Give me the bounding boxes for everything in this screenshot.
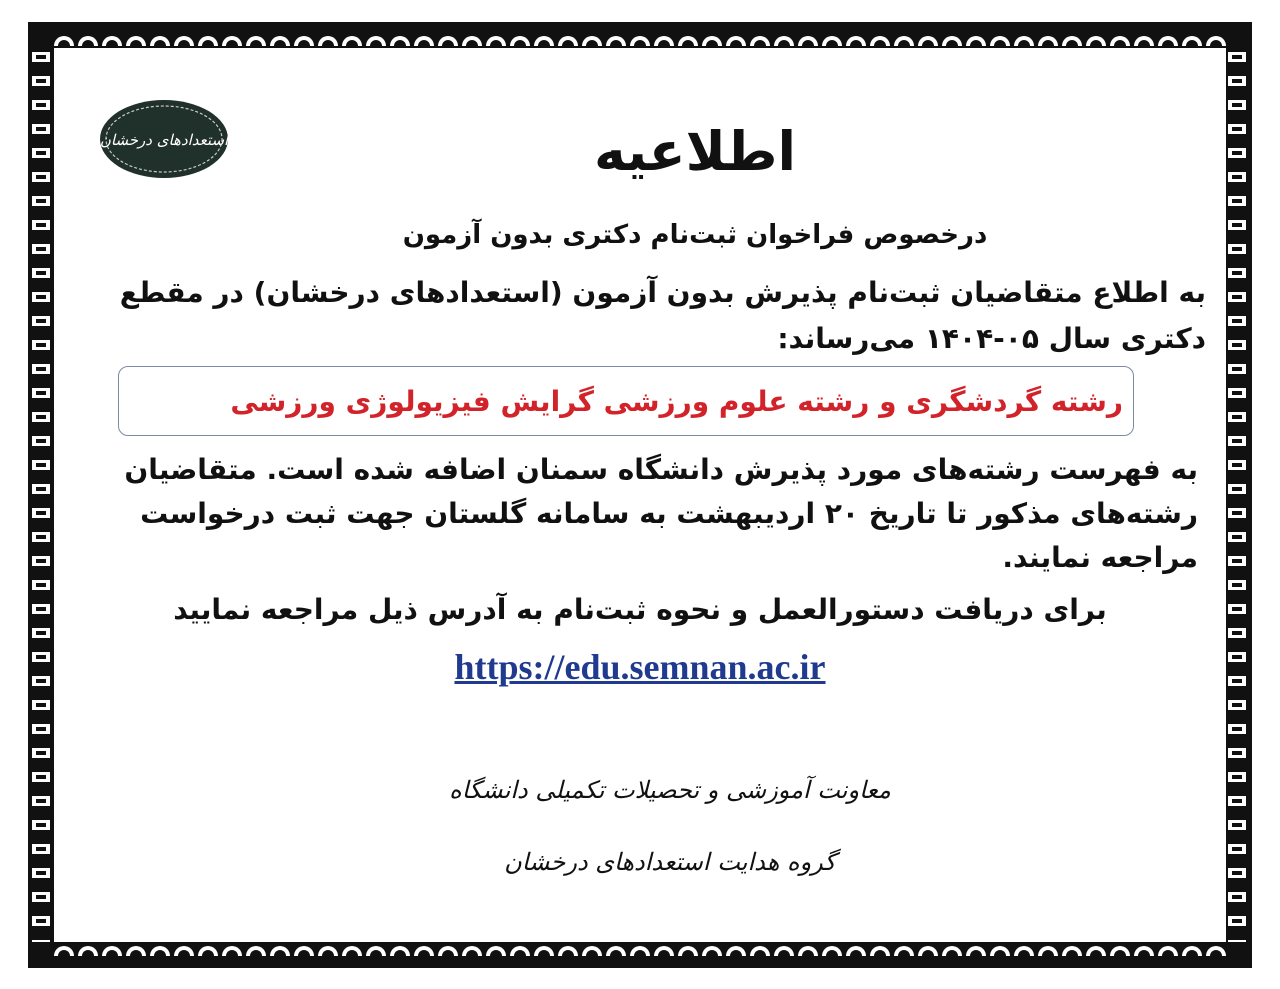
intro-paragraph: به اطلاع متقاضیان ثبت‌نام پذیرش بدون آزمون (استعدادهای درخشان) در مقطع دکتری سال ۰۵-۱۴۰۴ می‌رساند: [119, 276, 1206, 355]
signature-line-2: گروه هدایت استعدادهای درخشان [504, 848, 836, 876]
page-subtitle: درخصوص فراخوان ثبت‌نام دکتری بدون آزمون [402, 220, 988, 250]
announcement-page [54, 48, 1226, 942]
highlight-text: رشته گردشگری و رشته علوم ورزشی گرایش فیزیولوژی ورزشی [230, 384, 1123, 418]
details-paragraph: به فهرست رشته‌های مورد پذیرش دانشگاه سمنان اضافه شده است. متقاضیان رشته‌های مذکور تا تاریخ ۲۰ اردیبهشت به سامانه گلستان جهت ثبت درخواست مراجعه نمایند. [124, 453, 1198, 574]
instructions-paragraph: برای دریافت دستورالعمل و نحوه ثبت‌نام به آدرس ذیل مراجعه نمایید [173, 593, 1107, 626]
svg-text:استعدادهای درخشان: استعدادهای درخشان [99, 131, 229, 149]
registration-link[interactable]: https://edu.semnan.ac.ir [454, 647, 826, 687]
highlight-box [118, 366, 1134, 436]
page-title: اطلاعیه [593, 120, 797, 183]
signature-line-1: معاونت آموزشی و تحصیلات تکمیلی دانشگاه [449, 776, 891, 804]
